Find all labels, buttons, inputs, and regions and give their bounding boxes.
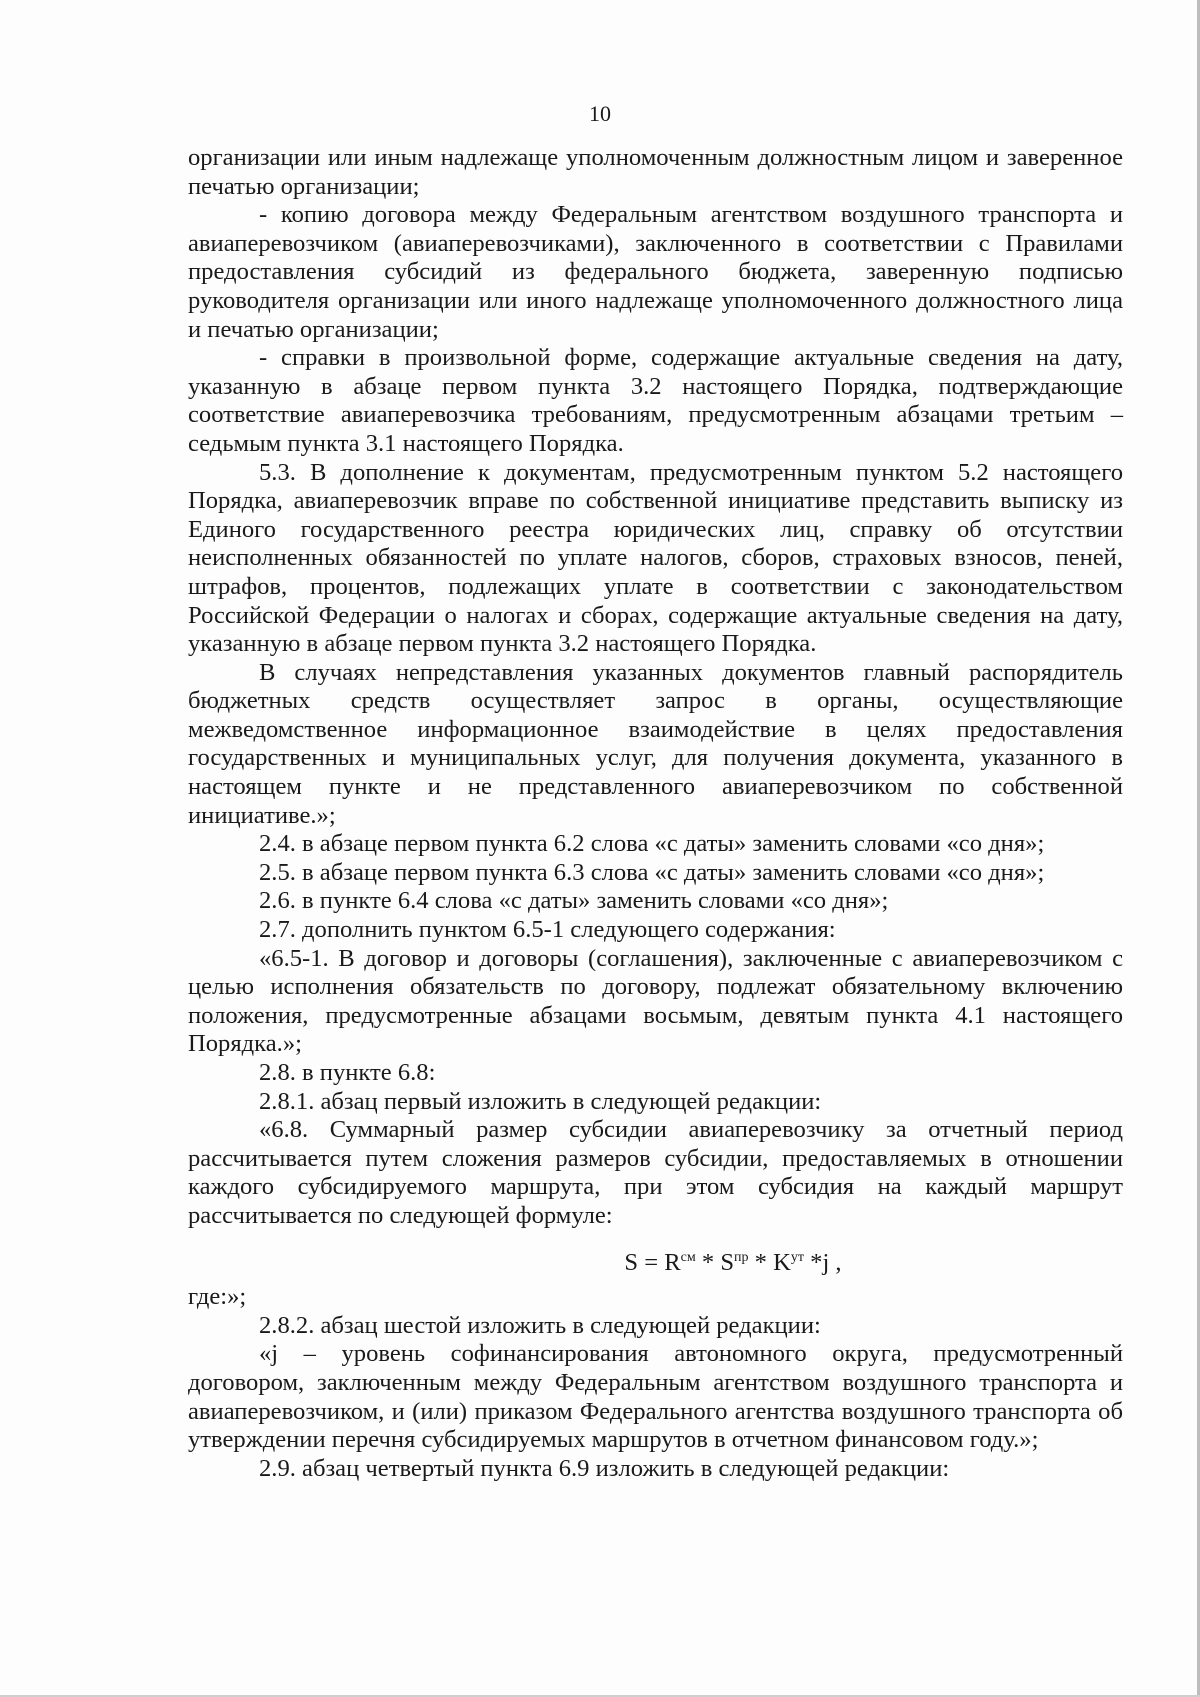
paragraph: 2.8.2. абзац шестой изложить в следующей редакции: <box>259 1311 821 1339</box>
paragraph: 2.8. в пункте 6.8: <box>259 1059 436 1086</box>
paragraph: 2.8.1. абзац первый изложить в следующей редакции: <box>259 1087 822 1115</box>
formula-k-superscript: ут <box>790 1249 804 1265</box>
paragraph: 2.4. в абзаце первом пункта 6.2 слова «с даты» заменить словами «со дня»; <box>259 830 1045 858</box>
paragraph: 2.7. дополнить пунктом 6.5-1 следующего содержания: <box>259 916 836 944</box>
paragraph: 2.6. в пункте 6.4 слова «с даты» заменить словами «со дня»; <box>259 887 889 915</box>
paragraph: 2.5. в абзаце первом пункта 6.3 слова «с даты» заменить словами «со дня»; <box>259 858 1045 886</box>
formula-s-term: * S <box>695 1248 735 1276</box>
paragraph: организации или иным надлежаще уполномоченным должностным лицом и заверенное печатью организации; <box>188 144 1123 200</box>
paragraph: - копию договора между Федеральным агентством воздушного транспорта и авиаперевозчиком (авиаперевозчиками), заключенного в соответствии с Правилами предоставления субсидий из федерального бюджета, заверенную подписью руководителя организации или иного надлежаще уполномоченного должностного лица и печатью организации; <box>188 201 1123 343</box>
paragraph: 2.9. абзац четвертый пункта 6.9 изложить в следующей редакции: <box>259 1454 950 1482</box>
formula-lhs: S = R <box>624 1248 681 1276</box>
paragraph: «j – уровень софинансирования автономного округа, предусмотренный договором, заключенным между Федеральным агентством воздушного транспорта и авиаперевозчиком, и (или) приказом Федерального агентства воздушного транспорта об утверждении перечня субсидируемых маршрутов в отчетном финансовом году.»; <box>188 1340 1123 1454</box>
paragraph: 5.3. В дополнение к документам, предусмотренным пунктом 5.2 настоящего Порядка, авиаперевозчик вправе по собственной инициативе представить выписку из Единого государственного реестра юридических лиц, справку об отсутствии неисполненных обязанностей по уплате налогов, сборов, страховых взносов, пеней, штрафов, процентов, подлежащих уплате в соответствии с законодательством Российской Федерации о налогах и сборах, содержащие актуальные сведения на дату, указанную в абзаце первом пункта 3.2 настоящего Порядка. <box>188 458 1123 658</box>
paragraph: В случаях непредставления указанных документов главный распорядитель бюджетных средств осуществляет запрос в органы, осуществляющие межведомственное информационное взаимодействие в целях предоставления государственных и муниципальных услуг, для получения документа, указанного в настоящем пункте и не представленного авиаперевозчиком по собственной инициативе.»; <box>188 658 1123 829</box>
paragraph: «6.5-1. В договор и договоры (соглашения), заключенные с авиаперевозчиком с целью исполнения обязательств по договору, подлежат обязательному включению положения, предусмотренные абзацами восьмым, девятым пункта 4.1 настоящего Порядка.»; <box>188 944 1123 1058</box>
paragraph: где:»; <box>188 1283 247 1311</box>
page-number: 10 <box>589 101 611 126</box>
paragraph: - справки в произвольной форме, содержащие актуальные сведения на дату, указанную в абзаце первом пункта 3.2 настоящего Порядка, подтверждающие соответствие авиаперевозчика требованиям, предусмотренным абзацами третьим – седьмым пункта 3.1 настоящего Порядка. <box>188 344 1123 457</box>
formula-s-superscript: пр <box>734 1249 749 1265</box>
formula-r-superscript: см <box>680 1249 696 1265</box>
formula-tail: *j , <box>804 1248 842 1276</box>
document-body <box>188 144 1123 1483</box>
paragraph: «6.8. Суммарный размер субсидии авиаперевозчику за отчетный период рассчитывается путем сложения размеров субсидии, предоставляемых в отношении каждого субсидируемого маршрута, при этом субсидия на каждый маршрут рассчитывается по следующей формуле: <box>188 1116 1123 1229</box>
subsidy-formula <box>188 1249 1123 1278</box>
formula-k-term: * K <box>748 1248 791 1276</box>
